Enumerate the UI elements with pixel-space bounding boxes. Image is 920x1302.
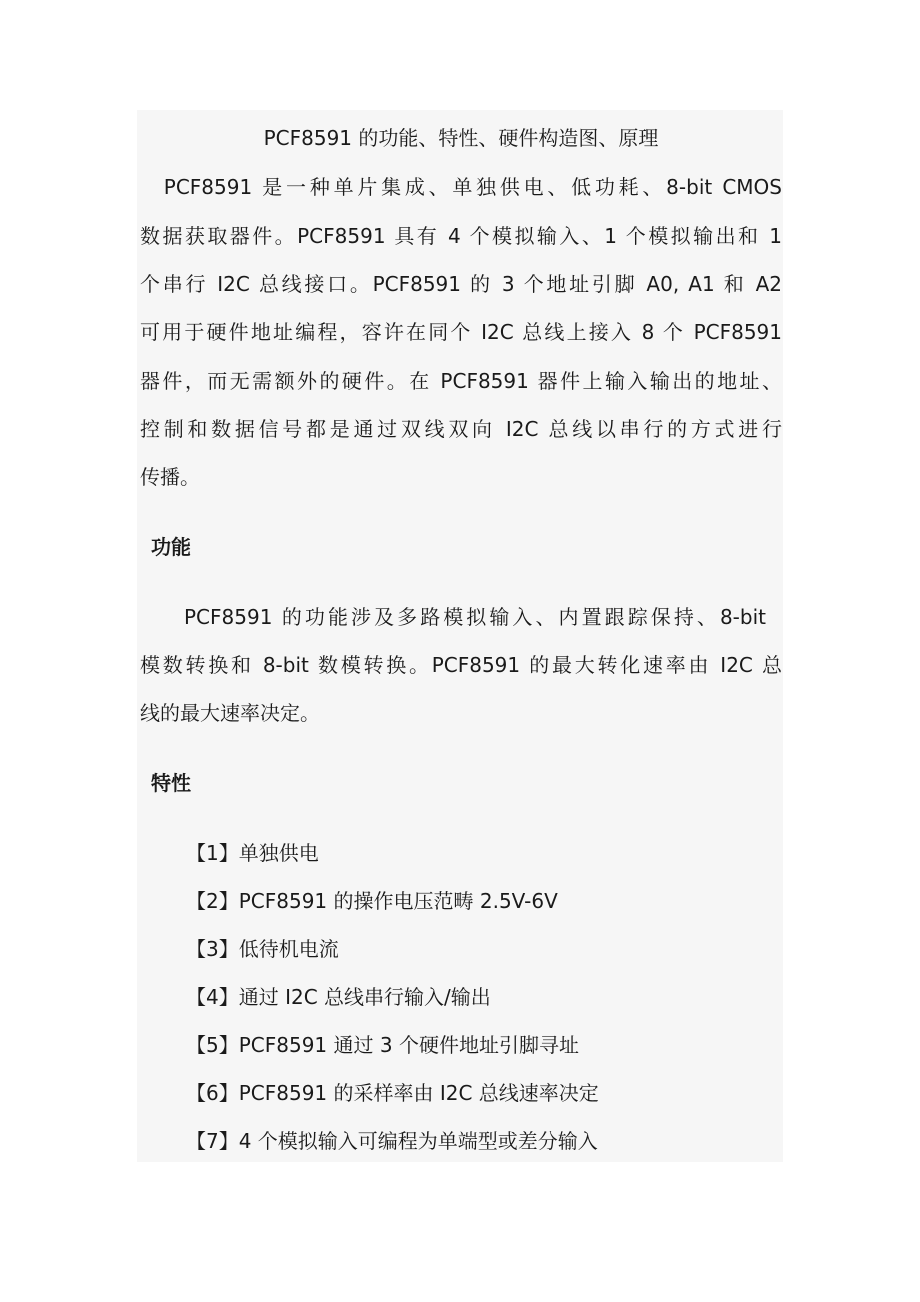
feature-item-1: 【1】单独供电 <box>186 841 319 865</box>
feature-item-3: 【3】低待机电流 <box>186 937 339 961</box>
feature-item-4: 【4】通过 I2C 总线串行输入/输出 <box>186 985 491 1009</box>
section-heading-function: 功能 <box>151 535 191 559</box>
intro-line-1: PCF8591 是一种单片集成、单独供电、低功耗、8-bit CMOS <box>140 175 782 199</box>
function-line-1: PCF8591 的功能涉及多路模拟输入、内置跟踪保持、8-bit <box>184 605 766 629</box>
intro-line-6: 控制和数据信号都是通过双线双向 I2C 总线以串行的方式进行 <box>140 417 782 441</box>
function-line-3: 线的最大速率决定。 <box>140 701 320 725</box>
function-line-2: 模数转换和 8-bit 数模转换。PCF8591 的最大转化速率由 I2C 总 <box>140 653 782 677</box>
intro-line-3: 个串行 I2C 总线接口。PCF8591 的 3 个地址引脚 A0, A1 和 A2 <box>140 272 782 296</box>
document-title: PCF8591 的功能、特性、硬件构造图、原理 <box>263 126 659 150</box>
intro-line-4: 可用于硬件地址编程，容许在同个 I2C 总线上接入 8 个 PCF8591 <box>140 320 782 344</box>
intro-line-5: 器件，而无需额外的硬件。在 PCF8591 器件上输入输出的地址、 <box>140 369 782 393</box>
intro-line-7: 传播。 <box>140 465 200 489</box>
section-heading-features: 特性 <box>151 771 191 795</box>
feature-item-5: 【5】PCF8591 通过 3 个硬件地址引脚寻址 <box>186 1033 579 1057</box>
feature-item-6: 【6】PCF8591 的采样率由 I2C 总线速率决定 <box>186 1081 599 1105</box>
feature-item-7: 【7】4 个模拟输入可编程为单端型或差分输入 <box>186 1129 598 1153</box>
feature-item-2: 【2】PCF8591 的操作电压范畴 2.5V-6V <box>186 889 558 913</box>
intro-line-2: 数据获取器件。PCF8591 具有 4 个模拟输入、1 个模拟输出和 1 <box>140 224 782 248</box>
